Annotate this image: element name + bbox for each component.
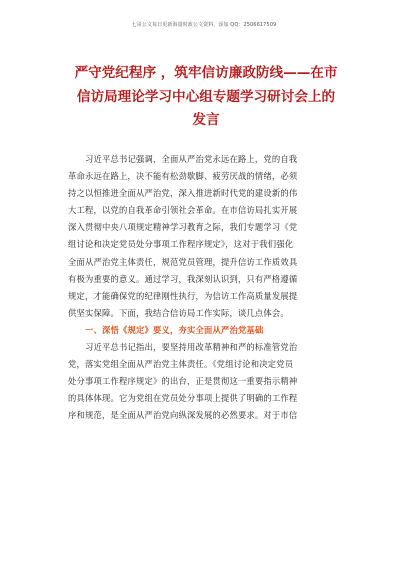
title-line: 发言 [192, 112, 220, 128]
body-line: 大工程，以党的自我革命引领社会革命。在市信访局扎实开展 [68, 205, 298, 216]
body-line: 习近平总书记指出，要坚持用改革精神和严的标准管党治 [68, 342, 298, 353]
body-line: 持之以恒推进全面从严治党，深入推进新时代党的建设新的伟 [68, 188, 298, 199]
body-line: 党，落实党组全面从严治党主体责任。《党组讨论和决定党员 [68, 359, 294, 370]
body-line: 供坚实保障。下面，我结合信访局工作实际，谈几点体会。 [68, 307, 289, 318]
document-title [58, 62, 354, 133]
body-line: 序和规范，是全面从严治党向纵深发展的必然要求。对于市信 [68, 410, 298, 421]
body-line: 深入贯彻中央八项规定精神学习教育之际，我们专题学习《党 [68, 222, 298, 233]
document-body [68, 151, 348, 425]
body-line: 的具体体现。它为党组在党员处分事项上提供了明确的工作程 [68, 393, 298, 404]
body-line: 全面从严治党主体责任，规范党员管理，提升信访工作质效具 [68, 256, 298, 267]
body-line: 有极为重要的意义。通过学习，我深刻认识到，只有严格遵循 [68, 273, 298, 284]
body-line: 规定，才能确保党的纪律刚性执行，为信访工作高质量发展提 [68, 290, 298, 301]
body-line: 习近平总书记强调，全面从严治党永远在路上，党的自我 [68, 154, 298, 164]
body-line: 组讨论和决定党员处分事项工作程序规定》，这对于我们强化 [68, 239, 294, 250]
body-line: 处分事项工作程序规定》的出台，正是贯彻这一重要指示精神 [68, 376, 298, 387]
title-line: 严守党纪程序 ，筑牢信访廉政防线——在市 [74, 65, 338, 81]
section-heading: 一、深悟《规定》要义，夯实全面从严治党基础 [68, 324, 264, 335]
body-line: 革命永远在路上，决不能有松劲歇脚、疲劳厌战的情绪，必须 [68, 171, 298, 182]
header-note: 七哥公文每日更新海量时政公文资料，添加 QQ：2506617509 [131, 22, 277, 28]
title-line: 信访局理论学习中心组专题学习研讨会上的 [76, 88, 336, 105]
